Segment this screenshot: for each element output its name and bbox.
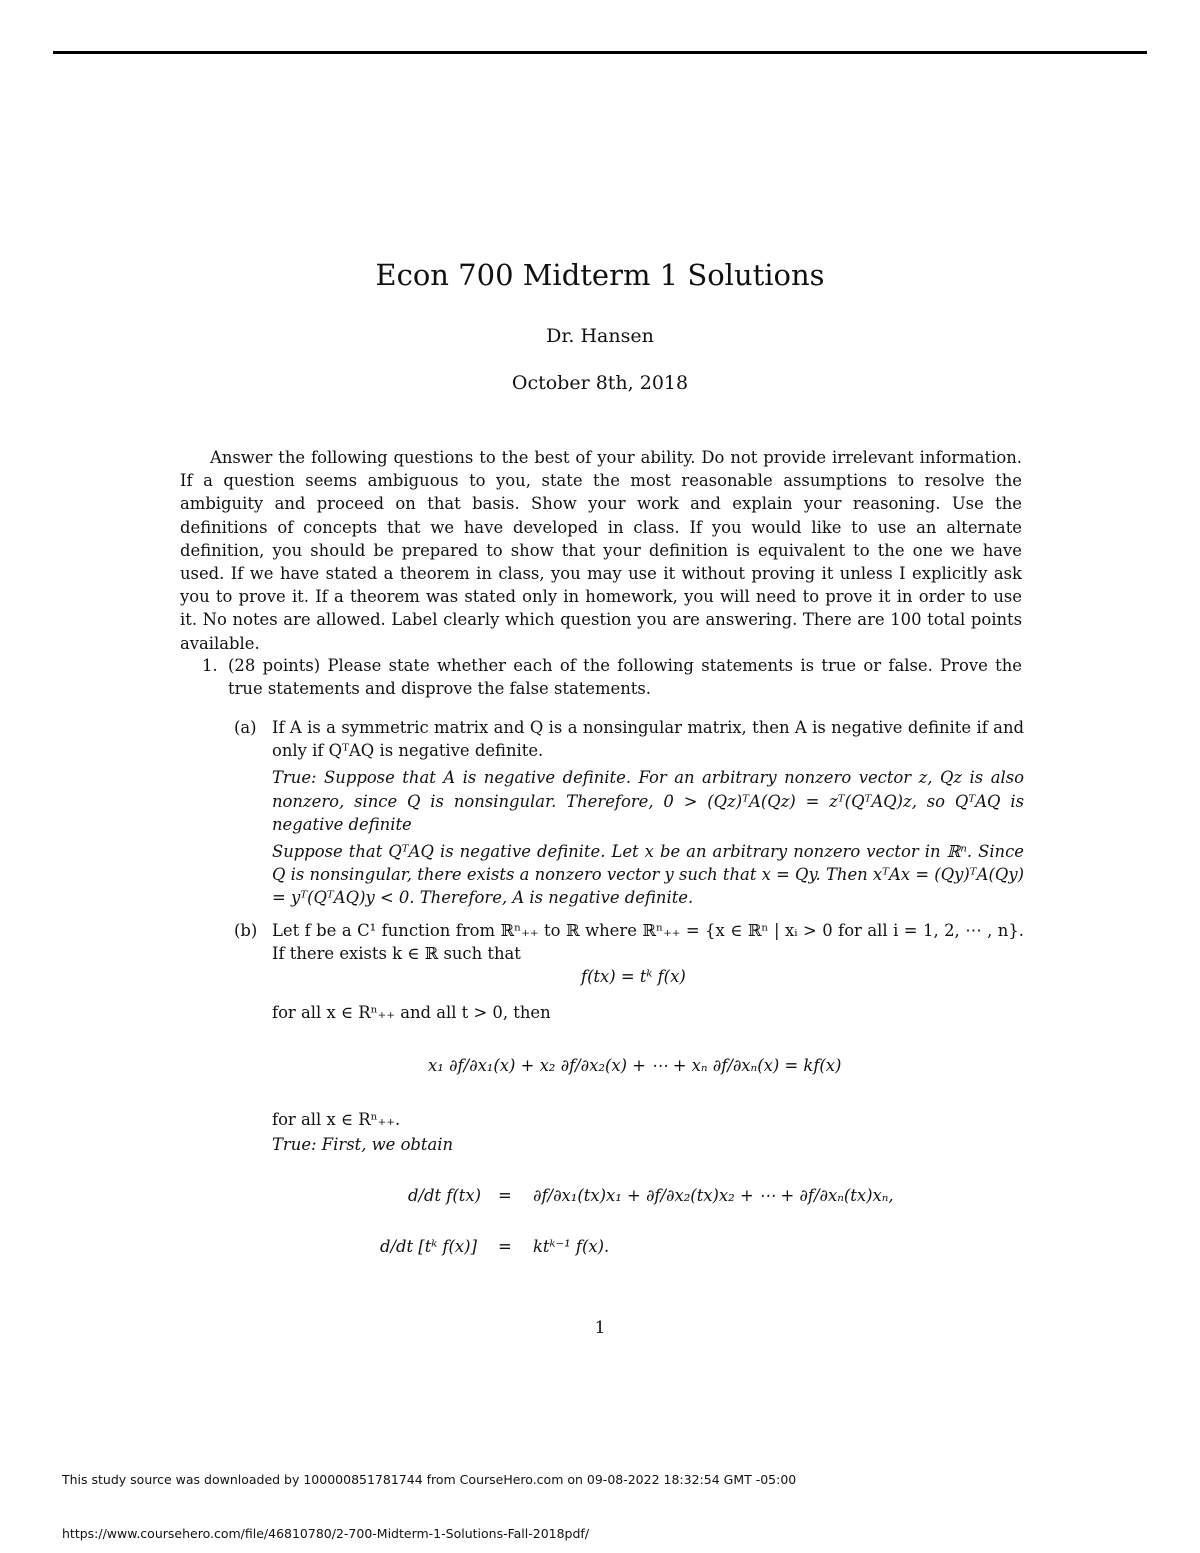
part-a-statement: If A is a symmetric matrix and Q is a nonsingular matrix, then A is negative definite if and only if QᵀAQ is negative definite. [272,718,1024,761]
equation-euler: x₁ ∂f/∂x₁(x) + x₂ ∂f/∂x₂(x) + ⋯ + xₙ ∂f/∂xₙ(x) = kf(x) [428,1056,842,1075]
instructions [180,446,1022,655]
part-a-proof-1: True: Suppose that A is negative definite. For an arbitrary nonzero vector z, Qz is also nonzero, since Q is nonsingular. Therefore, 0 > (Qz)ᵀA(Qz) = zᵀ(QᵀAQ)z, so QᵀAQ is negative definite [272,768,1024,834]
equation-4-rhs: ktᵏ⁻¹ f(x). [533,1237,610,1256]
equation-4-equals: = [498,1237,512,1256]
date: October 8th, 2018 [511,372,689,394]
top-rule [53,51,1147,54]
condition-2: for all x ∈ Rⁿ₊₊. [272,1110,401,1129]
part-b-label: (b) [234,921,258,940]
equation-homogeneity: f(tx) = tᵏ f(x) [581,967,686,986]
part-a-proof-2: Suppose that QᵀAQ is negative definite. Let x be an arbitrary nonzero vector in ℝⁿ. Since Q is nonsingular, there exists a nonzero vector y such that x = Qy. Then xᵀAx = (Qy)ᵀA(Qy) = yᵀ(QᵀAQ)y < 0. Therefore, A is negative definite. [272,842,1024,908]
instructions-text: Answer the following questions to the best of your ability. Do not provide irrelevant information. If a question seems ambiguous to you, state the most reasonable assumptions to resolve the ambiguity and proceed on that basis. Show your work and explain your reasoning. Use the definitions of concepts that we have developed in class. If you would like to use an alternate definition, you should be prepared to show that your definition is equivalent to the one we have used. If we have stated a theorem in class, you may use it without proving it unless I explicitly ask you to prove it. If a theorem was stated only in homework, you will need to prove it in order to use it. No notes are allowed. Label clearly which question you are answering. There are 100 total points available. [180,448,1022,653]
question-1 [180,654,1022,700]
equation-4-lhs: d/dt [tᵏ f(x)] [380,1237,477,1256]
part-a-label: (a) [234,718,257,737]
part-b-statement: Let f be a C¹ function from ℝⁿ₊₊ to ℝ where ℝⁿ₊₊ = {x ∈ ℝⁿ | xᵢ > 0 for all i = 1, 2, ⋯ , n}. If there exists k ∈ ℝ such that [272,921,1024,964]
question-number: 1. [202,656,218,675]
source-url[interactable]: https://www.coursehero.com/file/46810780/2-700-Midterm-1-Solutions-Fall-2018pdf/ [62,1526,590,1541]
part-b [228,919,1024,969]
equation-3-lhs: d/dt f(tx) [408,1186,481,1205]
source-note: This study source was downloaded by 100000851781744 from CourseHero.com on 09-08-2022 18:32:54 GMT -05:00 [62,1472,797,1487]
page-number: 1 [594,1318,606,1338]
author: Dr. Hansen [546,325,654,347]
question-prompt: (28 points) Please state whether each of the following statements is true or false. Prove the true statements and disprove the false statements. [228,656,1022,699]
equation-3-equals: = [498,1186,512,1205]
part-a [228,716,1024,914]
condition-1: for all x ∈ Rⁿ₊₊ and all t > 0, then [272,1003,551,1022]
equation-3-rhs: ∂f/∂x₁(tx)x₁ + ∂f/∂x₂(tx)x₂ + ⋯ + ∂f/∂xₙ(tx)xₙ, [533,1186,894,1205]
document-title: Econ 700 Midterm 1 Solutions [375,258,825,292]
part-b-proof-intro: True: First, we obtain [272,1135,454,1154]
